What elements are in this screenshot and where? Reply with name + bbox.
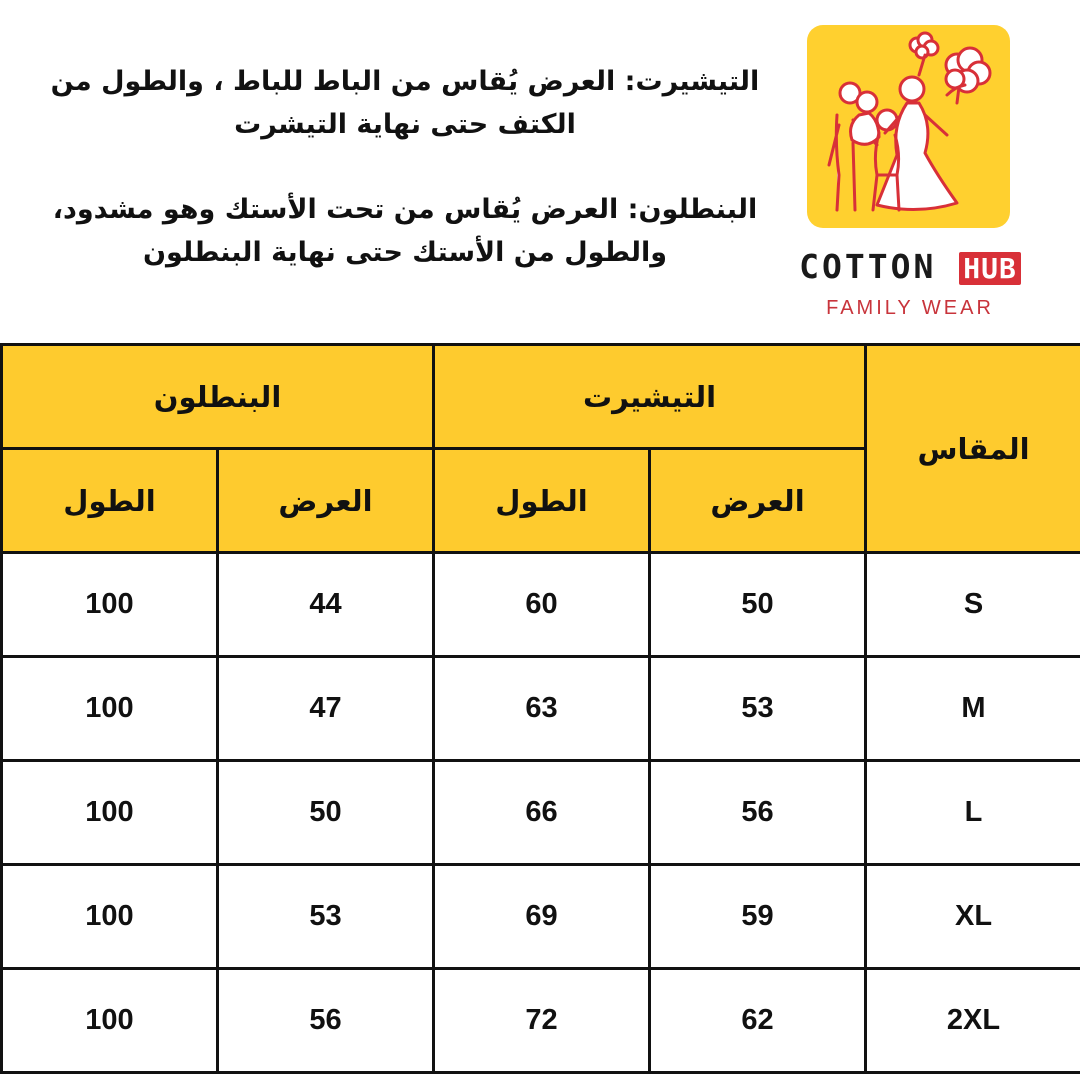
- cell-tshirt-width: 50: [650, 553, 866, 657]
- cell-pants-width: 44: [218, 553, 434, 657]
- header-size: المقاس: [866, 345, 1080, 553]
- header-tshirt-width: العرض: [650, 449, 866, 553]
- cell-pants-length: 100: [2, 657, 218, 761]
- header-tshirt: التيشيرت: [434, 345, 866, 449]
- cell-pants-length: 100: [2, 865, 218, 969]
- cell-tshirt-width: 62: [650, 969, 866, 1073]
- header-pants-length: الطول: [2, 449, 218, 553]
- logo-badge: [807, 25, 1010, 228]
- pants-note-line-2: والطول من الأستك حتى نهاية البنطلون: [142, 237, 668, 268]
- cell-tshirt-length: 60: [434, 553, 650, 657]
- cell-size: S: [866, 553, 1080, 657]
- cell-size: M: [866, 657, 1080, 761]
- cell-size: XL: [866, 865, 1080, 969]
- cell-pants-width: 47: [218, 657, 434, 761]
- brand-name: [795, 247, 1025, 286]
- cell-tshirt-width: 59: [650, 865, 866, 969]
- header-pants: البنطلون: [2, 345, 434, 449]
- table-row: [2, 657, 1080, 761]
- brand-name-main: COTTON: [799, 247, 937, 286]
- tshirt-note-line-2: الكتف حتى نهاية التيشرت: [234, 109, 576, 140]
- brand-name-accent: HUB: [959, 252, 1021, 285]
- cell-pants-width: 53: [218, 865, 434, 969]
- brand-logo: [795, 25, 1025, 325]
- table-row: [2, 761, 1080, 865]
- table-row: [2, 553, 1080, 657]
- header-tshirt-length: الطول: [434, 449, 650, 553]
- cell-pants-length: 100: [2, 553, 218, 657]
- pants-note-line-1: البنطلون: العرض يُقاس من تحت الأستك وهو مشدود،: [52, 194, 758, 225]
- cell-pants-length: 100: [2, 761, 218, 865]
- brand-tagline: FAMILY WEAR: [826, 297, 994, 319]
- cell-tshirt-length: 66: [434, 761, 650, 865]
- table-row: [2, 969, 1080, 1073]
- family-cotton-icon: [807, 25, 1010, 228]
- tshirt-note-line-1: التيشيرت: العرض يُقاس من الباط للباط ، والطول من: [50, 66, 760, 97]
- size-chart-table: [0, 343, 1080, 1074]
- cell-tshirt-width: 53: [650, 657, 866, 761]
- cell-size: 2XL: [866, 969, 1080, 1073]
- cell-size: L: [866, 761, 1080, 865]
- cell-pants-width: 56: [218, 969, 434, 1073]
- cell-tshirt-width: 56: [650, 761, 866, 865]
- size-notes: [20, 60, 790, 274]
- cell-pants-width: 50: [218, 761, 434, 865]
- cell-tshirt-length: 63: [434, 657, 650, 761]
- cell-tshirt-length: 69: [434, 865, 650, 969]
- table-row: [2, 865, 1080, 969]
- header-pants-width: العرض: [218, 449, 434, 553]
- cell-pants-length: 100: [2, 969, 218, 1073]
- cell-tshirt-length: 72: [434, 969, 650, 1073]
